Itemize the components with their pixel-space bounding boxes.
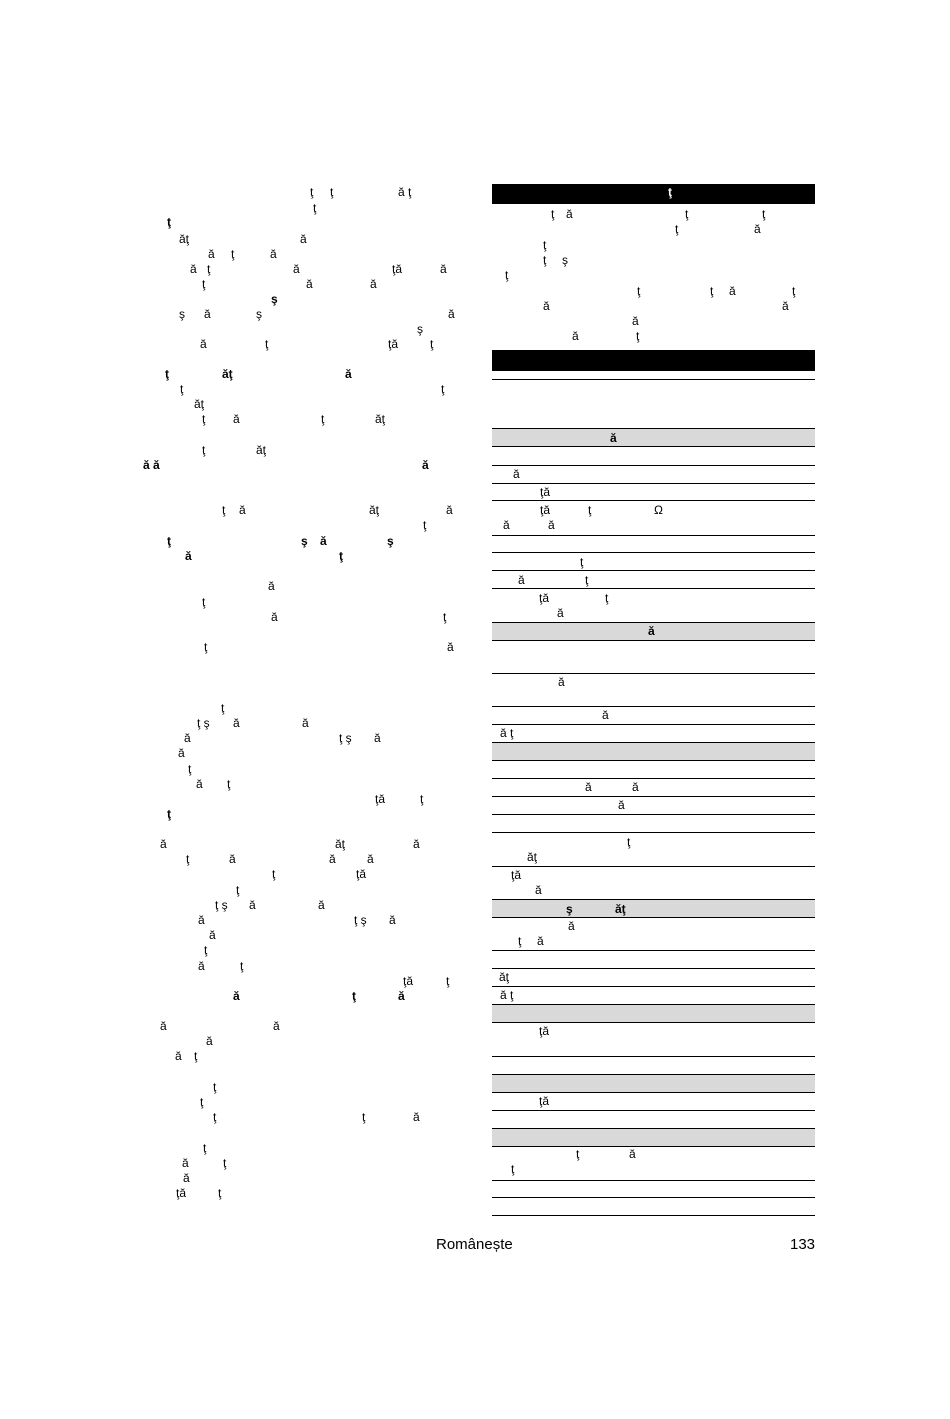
table-row-rule [492, 535, 815, 536]
text-fragment: ţ [339, 549, 343, 563]
table-text-fragment: ţ [762, 207, 766, 221]
text-fragment: ş [417, 322, 423, 336]
table-text-fragment: ţ [576, 1147, 580, 1161]
table-text-fragment: ţ [543, 238, 547, 252]
text-fragment: ţ [213, 1080, 217, 1094]
text-fragment: ă [306, 277, 313, 291]
text-fragment: ţ [222, 503, 226, 517]
table-text-fragment: ţ [627, 835, 631, 849]
table-text-fragment: ă [568, 919, 575, 933]
table-text-fragment: ă [602, 708, 609, 722]
text-fragment: ţ [167, 215, 171, 229]
text-fragment: ţ [180, 382, 184, 396]
text-fragment: ăţ [369, 503, 380, 517]
text-fragment: ă [422, 458, 429, 472]
table-row-rule [492, 465, 815, 466]
text-fragment: ă [185, 549, 192, 563]
text-fragment: ş [301, 534, 308, 548]
text-fragment: ă [196, 777, 203, 791]
table-text-fragment: ţă [539, 1094, 550, 1108]
text-fragment: ă [198, 959, 205, 973]
table-text-fragment: ă ţ [500, 726, 514, 740]
table-text-fragment: ă ţ [500, 988, 514, 1002]
text-fragment: ţ [272, 867, 276, 881]
text-fragment: ă [239, 503, 246, 517]
table-text-fragment: ţ [518, 934, 522, 948]
text-fragment: ă [206, 1034, 213, 1048]
table-text-fragment: ăţ [615, 902, 626, 916]
table-section-band [492, 742, 815, 761]
table-text-fragment: ţ [505, 268, 509, 282]
text-fragment: ţ [420, 792, 424, 806]
text-fragment: ăţ [256, 443, 267, 457]
table-text-fragment: ţă [540, 503, 551, 517]
table-text-fragment: ş [566, 902, 573, 916]
table-text-fragment: ş [562, 253, 568, 267]
text-fragment: ă [209, 928, 216, 942]
text-fragment: ă [175, 1049, 182, 1063]
text-fragment: ăţ [179, 232, 190, 246]
text-fragment: ţă [388, 337, 399, 351]
text-fragment: ă [160, 1019, 167, 1033]
table-row-rule [492, 950, 815, 951]
table-row-rule [492, 1056, 815, 1057]
text-fragment: ţ [446, 974, 450, 988]
text-fragment: ă [413, 1110, 420, 1124]
text-fragment: ă [208, 247, 215, 261]
table-row-rule [492, 968, 815, 969]
table-row-rule [492, 673, 815, 674]
table-row-rule [492, 379, 815, 380]
text-fragment: ă [233, 412, 240, 426]
text-fragment: ă [448, 307, 455, 321]
text-fragment: ţ ş [354, 913, 367, 927]
table-row-rule [492, 1180, 815, 1181]
text-fragment: ţă [375, 792, 386, 806]
table-text-fragment: ţ [588, 503, 592, 517]
table-text-fragment: ţ [605, 591, 609, 605]
text-fragment: ţ [310, 185, 314, 199]
table-text-fragment: ţ [710, 284, 714, 298]
text-fragment: ă [302, 716, 309, 730]
text-fragment: ţ [443, 610, 447, 624]
text-fragment: ă [233, 716, 240, 730]
table-row-rule [492, 1215, 815, 1216]
table-row-rule [492, 706, 815, 707]
table-text-fragment: ă [572, 329, 579, 343]
table-text-fragment: ţ [637, 284, 641, 298]
table-text-fragment: ă [618, 798, 625, 812]
text-fragment: ţ [167, 807, 171, 821]
text-fragment: ăţ [375, 412, 386, 426]
text-fragment: ăţ [194, 397, 205, 411]
text-fragment: ă [273, 1019, 280, 1033]
table-text-fragment: ă [782, 299, 789, 313]
table-text-fragment: ă [648, 624, 655, 638]
text-fragment: ţ [188, 762, 192, 776]
table-row-rule [492, 814, 815, 815]
text-fragment: ţ [321, 412, 325, 426]
text-fragment: ă [198, 913, 205, 927]
text-fragment: ţă [176, 1186, 187, 1200]
text-fragment: ş [271, 292, 278, 306]
text-fragment: ţ [430, 337, 434, 351]
text-fragment: ţ [202, 443, 206, 457]
table-text-fragment: ăţ [499, 970, 510, 984]
table-text-fragment: ăţ [527, 850, 538, 864]
text-fragment: ăţ [335, 837, 346, 851]
text-fragment: ă [446, 503, 453, 517]
text-fragment: ă [271, 610, 278, 624]
table-text-fragment: ţ [585, 573, 589, 587]
table-header-band [492, 350, 815, 371]
text-fragment: ţă [392, 262, 403, 276]
text-fragment: ă [440, 262, 447, 276]
text-fragment: ă [190, 262, 197, 276]
table-section-band [492, 428, 815, 447]
table-text-fragment: ţ [668, 185, 672, 199]
text-fragment: ţ [204, 640, 208, 654]
table-row-rule [492, 588, 815, 589]
text-fragment: ţ [213, 1110, 217, 1124]
text-fragment: ţ [218, 1186, 222, 1200]
text-fragment: ţ ş [215, 898, 228, 912]
text-fragment: ţ [204, 943, 208, 957]
table-text-fragment: ă [585, 780, 592, 794]
text-fragment: ţ [186, 852, 190, 866]
text-fragment: ţ [194, 1049, 198, 1063]
text-fragment: ă [233, 989, 240, 1003]
table-section-band [492, 1004, 815, 1023]
table-header-band [492, 184, 815, 204]
table-text-fragment: ă [537, 934, 544, 948]
table-text-fragment: ţă [539, 591, 550, 605]
table-text-fragment: ă [543, 299, 550, 313]
table-section-band [492, 1074, 815, 1093]
table-text-fragment: ă [558, 675, 565, 689]
text-fragment: ţ [265, 337, 269, 351]
text-fragment: ă [200, 337, 207, 351]
text-fragment: ă [268, 579, 275, 593]
table-row-rule [492, 986, 815, 987]
text-fragment: ţ [352, 989, 356, 1003]
text-fragment: ţ ş [339, 731, 352, 745]
table-row-rule [492, 1197, 815, 1198]
text-fragment: ţ [221, 701, 225, 715]
text-fragment: ţ [200, 1095, 204, 1109]
table-text-fragment: ă [754, 222, 761, 236]
text-fragment: ă [447, 640, 454, 654]
text-fragment: ă [370, 277, 377, 291]
table-row-rule [492, 552, 815, 553]
text-fragment: ţ [362, 1110, 366, 1124]
text-fragment: ţ [167, 534, 171, 548]
table-text-fragment: ă [513, 467, 520, 481]
text-fragment: ţ [203, 1141, 207, 1155]
text-fragment: ă [367, 852, 374, 866]
text-fragment: ţ [423, 518, 427, 532]
text-fragment: ă [413, 837, 420, 851]
text-fragment: ă [182, 1156, 189, 1170]
text-fragment: ţă [403, 974, 414, 988]
text-fragment: ă [249, 898, 256, 912]
text-fragment: ţ [240, 959, 244, 973]
text-fragment: ţ [313, 201, 317, 215]
table-text-fragment: ţ [543, 253, 547, 267]
table-row-rule [492, 778, 815, 779]
text-fragment: ţ [231, 247, 235, 261]
table-text-fragment: ă [548, 518, 555, 532]
table-text-fragment: ţ [792, 284, 796, 298]
text-fragment: ă [183, 1171, 190, 1185]
text-fragment: ţ [202, 595, 206, 609]
table-text-fragment: ă [503, 518, 510, 532]
text-fragment: ţ [223, 1156, 227, 1170]
table-text-fragment: ţ [580, 555, 584, 569]
text-fragment: ţ [202, 277, 206, 291]
text-fragment: ă [389, 913, 396, 927]
table-section-band [492, 1128, 815, 1147]
table-text-fragment: ţ [685, 207, 689, 221]
table-row-rule [492, 483, 815, 484]
table-row-rule [492, 832, 815, 833]
text-fragment: ţă [356, 867, 367, 881]
table-text-fragment: ţ [636, 329, 640, 343]
text-fragment: ă [398, 989, 405, 1003]
table-section-band [492, 899, 815, 918]
text-fragment: ă [329, 852, 336, 866]
text-fragment: ă [320, 534, 327, 548]
text-fragment: ţ [165, 367, 169, 381]
text-fragment: ţ ş [197, 716, 210, 730]
table-row-rule [492, 724, 815, 725]
text-fragment: ţ [236, 883, 240, 897]
text-fragment: ş [387, 534, 394, 548]
text-fragment: ţ [330, 185, 334, 199]
table-text-fragment: ă [535, 883, 542, 897]
text-fragment: ă [160, 837, 167, 851]
table-row-rule [492, 1110, 815, 1111]
table-text-fragment: ţ [675, 222, 679, 236]
text-fragment: ă [345, 367, 352, 381]
text-fragment: ţ [207, 262, 211, 276]
text-fragment: ş [179, 307, 185, 321]
text-fragment: ăţ [222, 367, 233, 381]
text-fragment: ă [374, 731, 381, 745]
footer-language: Românește [436, 1236, 513, 1253]
text-fragment: ă [184, 731, 191, 745]
table-text-fragment: ă [632, 314, 639, 328]
table-row-rule [492, 866, 815, 867]
table-text-fragment: ă [629, 1147, 636, 1161]
table-text-fragment: ă [557, 606, 564, 620]
text-fragment: ţ [202, 412, 206, 426]
text-fragment: ă [293, 262, 300, 276]
text-fragment: ţ [227, 777, 231, 791]
text-fragment: ţ [441, 382, 445, 396]
text-fragment: ş [256, 307, 262, 321]
text-fragment: ă [229, 852, 236, 866]
table-text-fragment: ţ [551, 207, 555, 221]
text-fragment: ă [318, 898, 325, 912]
page-number: 133 [790, 1236, 816, 1253]
table-text-fragment: Ω [654, 503, 663, 517]
table-row-rule [492, 570, 815, 571]
table-text-fragment: ţă [539, 1024, 550, 1038]
table-text-fragment: ţă [511, 868, 522, 882]
table-text-fragment: ţă [540, 485, 551, 499]
table-text-fragment: ă [566, 207, 573, 221]
text-fragment: ă ă [143, 458, 160, 472]
table-text-fragment: ă [518, 573, 525, 587]
text-fragment: ă ţ [398, 185, 412, 199]
table-row-rule [492, 796, 815, 797]
text-fragment: ă [178, 746, 185, 760]
table-text-fragment: ă [610, 431, 617, 445]
text-fragment: ă [270, 247, 277, 261]
text-fragment: ă [204, 307, 211, 321]
table-text-fragment: ă [729, 284, 736, 298]
table-row-rule [492, 500, 815, 501]
table-text-fragment: ă [632, 780, 639, 794]
table-text-fragment: ţ [511, 1162, 515, 1176]
text-fragment: ă [300, 232, 307, 246]
